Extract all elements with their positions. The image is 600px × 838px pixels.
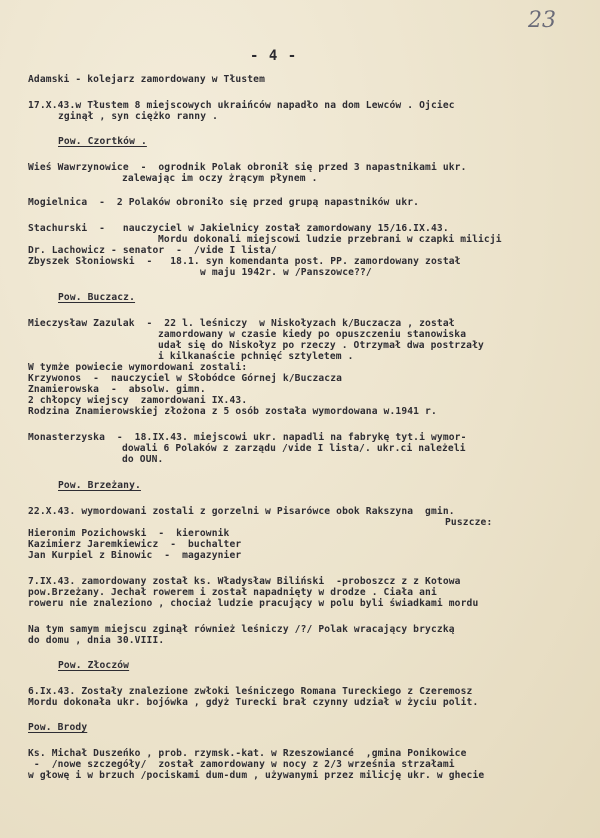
typed-line: 2 chłopcy wiejscy zamordowani IX.43. <box>28 395 248 406</box>
typed-line: zginął , syn ciężko ranny . <box>58 111 218 122</box>
typed-line: Mordu dokonali miejscowi ludzie przebrani w czapki milicji <box>158 234 502 245</box>
section-heading: Pow. Brzeżany. <box>58 480 141 491</box>
section-heading: Pow. Buczacz. <box>58 292 136 303</box>
typed-line: dowali 6 Polaków z zarządu /vide I lista/. ukr.ci należeli <box>122 443 466 454</box>
handwritten-page-number: 23 <box>528 8 556 33</box>
typed-line: Mogielnica - 2 Polaków obroniło się przed grupą napastników ukr. <box>28 197 420 208</box>
typed-line: Mieczysław Zazulak - 22 l. leśniczy w Niskołyzach k/Buczacza , został <box>28 318 455 329</box>
typed-line: w głowę i w brzuch /pociskami dum-dum , używanymi przez milicję ukr. w ghecie <box>28 770 485 781</box>
typed-line: Kazimierz Jaremkiewicz - buchalter <box>28 539 242 550</box>
section-heading: Pow. Brody <box>28 722 88 733</box>
typed-line: Wieś Wawrzynowice - ogrodnik Polak obronił się przed 3 napastnikami ukr. <box>28 162 467 173</box>
typed-line: 17.X.43.w Tłustem 8 miejscowych ukraińców napadło na dom Lewców . Ojciec <box>28 100 455 111</box>
typed-line: Znamierowska - absolw. gimn. <box>28 384 206 395</box>
typed-line: roweru nie znaleziono , chociaż ludzie pracujący w polu byli świadkami mordu <box>28 598 479 609</box>
section-heading: Pow. Złoczów <box>58 660 130 671</box>
typed-line: udał się do Niskołyz po rzeczy . Otrzymał dwa postrzały <box>158 340 484 351</box>
typed-line: W tymże powiecie wymordowani zostali: <box>28 362 248 373</box>
typed-line: do domu , dnia 30.VIII. <box>28 635 165 646</box>
typed-line: Jan Kurpiel z Binowic - magazynier <box>28 550 242 561</box>
typed-line: Krzywonos - nauczyciel w Słobódce Górnej k/Buczacza <box>28 373 343 384</box>
typed-line: Na tym samym miejscu zginął również leśniczy /?/ Polak wracający bryczką <box>28 624 455 635</box>
typed-line: Ks. Michał Duszeńko , prob. rzymsk.-kat. w Rzeszowiancé ,gmina Ponikowice <box>28 748 467 759</box>
typed-line: 22.X.43. wymordowani zostali z gorzelni w Pisarówce obok Rakszyna gmin. <box>28 506 455 517</box>
typed-line: i kilkanaście pchnięć sztyletem . <box>158 351 354 362</box>
typed-line: Adamski - kolejarz zamordowany w Tłustem <box>28 74 266 85</box>
page-number: - 4 - <box>250 48 298 64</box>
typed-line: Dr. Lachowicz - senator - /vide I lista/ <box>28 245 277 256</box>
section-heading: Pow. Czortków . <box>58 136 147 147</box>
typed-line: 7.IX.43. zamordowany został ks. Władysław Biliński -proboszcz z z Kotowa <box>28 576 461 587</box>
typed-line: Zbyszek Słoniowski - 18.1. syn komendanta post. PP. zamordowany został <box>28 256 461 267</box>
typed-line: do OUN. <box>122 454 164 465</box>
typed-line: zamordowany w czasie kiedy po opuszczeniu stanowiska <box>158 329 467 340</box>
typed-line: 6.Ix.43. Zostały znalezione zwłoki leśniczego Romana Tureckiego z Czeremosz <box>28 686 473 697</box>
typed-line: - /nowe szczegóły/ został zamordowany w nocy z 2/3 września strzałami <box>28 759 455 770</box>
typed-line: Hieronim Pozichowski - kierownik <box>28 528 230 539</box>
typed-line: Rodzina Znamierowskiej złożona z 5 osób została wymordowana w.1941 r. <box>28 406 437 417</box>
typed-line: zalewając im oczy żrącym płynem . <box>122 173 318 184</box>
typed-line: Puszcze: <box>445 517 493 528</box>
typed-line: pow.Brzeżany. Jechał rowerem i został napadnięty w drodze . Ciała ani <box>28 587 437 598</box>
typed-line: Monasterzyska - 18.IX.43. miejscowi ukr. napadli na fabrykę tyt.i wymor- <box>28 432 467 443</box>
typed-line: Stachurski - nauczyciel w Jakielnicy został zamordowany 15/16.IX.43. <box>28 223 449 234</box>
typed-line: w maju 1942r. w /Panszowce??/ <box>200 267 372 278</box>
typed-line: Mordu dokonała ukr. bojówka , gdyż Turecki brał czynny udział w życiu polit. <box>28 697 479 708</box>
